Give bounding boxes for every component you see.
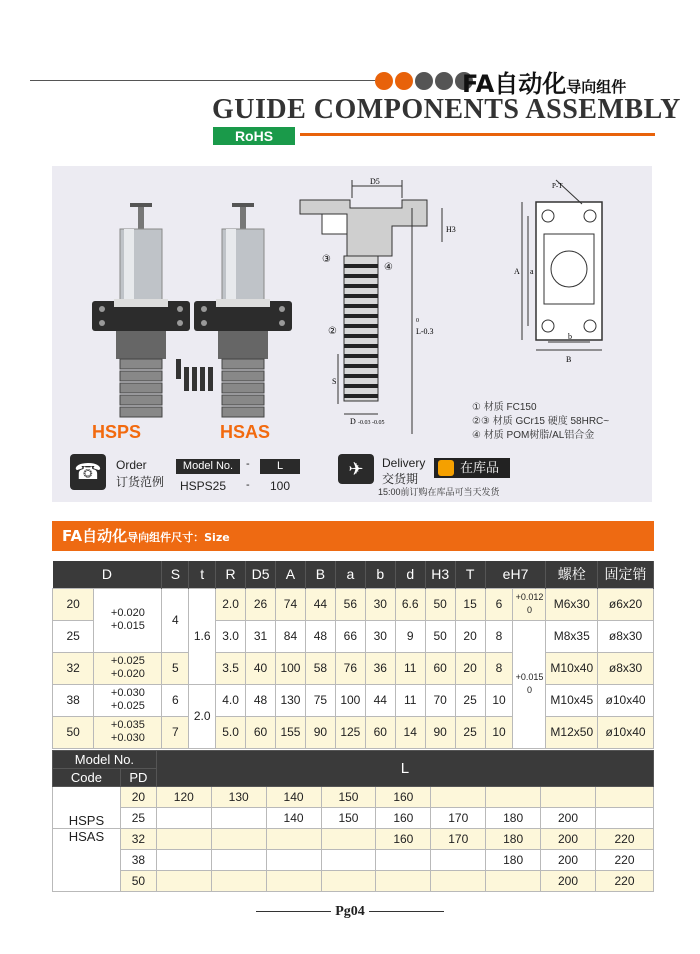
rohs-badge: RoHS — [213, 127, 295, 145]
cell — [266, 850, 321, 871]
cell: 75 — [305, 684, 335, 716]
cell: 3.0 — [216, 620, 246, 652]
page-title: GUIDE COMPONENTS ASSEMBLY — [212, 94, 681, 125]
cell: 20 — [455, 620, 485, 652]
header-cn-title-small: 导向组件 — [566, 78, 627, 96]
order-dash-2: - — [246, 479, 250, 491]
dim-b-big: B — [566, 355, 572, 364]
order-model-header: Model No. — [176, 459, 240, 474]
cell: 4.0 — [216, 684, 246, 716]
cell: 50 — [53, 716, 94, 748]
dim-h3: H3 — [446, 225, 456, 234]
cell: 150 — [321, 808, 376, 829]
cell: 56 — [335, 588, 365, 620]
cell — [156, 850, 211, 871]
header-dot — [375, 72, 393, 90]
table-row — [53, 652, 654, 684]
header-rule-left — [30, 80, 375, 81]
cell — [541, 787, 596, 808]
cell — [486, 871, 541, 892]
cell: +0.015 0 — [513, 620, 546, 748]
cell — [211, 850, 266, 871]
col-header: 螺栓 — [546, 561, 598, 588]
cell — [156, 808, 211, 829]
cell — [321, 829, 376, 850]
cell — [431, 787, 486, 808]
cell: ø8x30 — [598, 652, 654, 684]
table-row — [53, 684, 654, 716]
order-label-cn: 订货范例 — [116, 475, 165, 489]
header-dot — [435, 72, 453, 90]
cell: 9 — [395, 620, 425, 652]
cell — [156, 829, 211, 850]
cell — [486, 787, 541, 808]
cell — [431, 850, 486, 871]
cell: M10x40 — [546, 652, 598, 684]
cell: 11 — [395, 652, 425, 684]
order-dash: - — [246, 458, 250, 470]
cell — [376, 850, 431, 871]
cell: +0.020 +0.015 — [94, 588, 162, 652]
cell: 220 — [595, 829, 653, 850]
callout-2: ② — [328, 326, 337, 337]
material-line-3: ④ 材质 POM树脂/AL铝合金 — [472, 430, 595, 441]
col-header: d — [395, 561, 425, 588]
page-rule — [369, 911, 444, 912]
section-title-small: 导向组件尺寸：Size — [127, 531, 230, 544]
product-label-hsas: HSAS — [220, 422, 271, 442]
cell: 200 — [541, 829, 596, 850]
cell — [156, 871, 211, 892]
cell: 200 — [541, 850, 596, 871]
dim-l: L-0.3 — [416, 327, 434, 336]
header-dots — [375, 72, 473, 90]
stock-icon — [438, 460, 454, 476]
cell: 100 — [276, 652, 306, 684]
cell: 84 — [276, 620, 306, 652]
col-header: a — [335, 561, 365, 588]
dim-a-big: A — [514, 267, 520, 276]
cell: 220 — [595, 871, 653, 892]
cell: ø10x40 — [598, 716, 654, 748]
product-panel — [52, 166, 652, 502]
table-row — [53, 850, 654, 871]
length-table — [52, 750, 654, 892]
airplane-icon: ✈ — [338, 454, 374, 484]
col-header: H3 — [425, 561, 455, 588]
code-hsas: HSAS — [53, 829, 121, 892]
cell: 90 — [425, 716, 455, 748]
phone-icon: ☎ — [70, 454, 106, 490]
cell: 10 — [485, 716, 513, 748]
col-header: T — [455, 561, 485, 588]
header-code: Code — [53, 769, 121, 787]
cell: 60 — [246, 716, 276, 748]
cell: 100 — [335, 684, 365, 716]
cell: +0.025 +0.020 — [94, 652, 162, 684]
cell: ø10x40 — [598, 684, 654, 716]
cell: 2.0 — [189, 684, 216, 748]
dim-s: S — [332, 377, 337, 386]
cell: 160 — [376, 829, 431, 850]
cell: 3.5 — [216, 652, 246, 684]
dim-d: D — [350, 417, 356, 426]
cell: 200 — [541, 808, 596, 829]
cell: 48 — [305, 620, 335, 652]
order-model-value: HSPS25 — [180, 479, 227, 493]
stock-label: 在库品 — [460, 460, 500, 475]
table-row — [53, 829, 654, 850]
stock-badge — [434, 458, 510, 478]
header-l: L — [156, 751, 653, 787]
delivery-label-en: Delivery — [382, 456, 426, 470]
dim-a-small: a — [530, 267, 534, 276]
cell — [595, 787, 653, 808]
header-dot — [415, 72, 433, 90]
cell — [211, 808, 266, 829]
header-pd: PD — [120, 769, 156, 787]
cell: 90 — [305, 716, 335, 748]
cell: 20 — [120, 787, 156, 808]
cell: 38 — [53, 684, 94, 716]
section-title-big: FA自动化 — [62, 527, 128, 545]
cell: M8x35 — [546, 620, 598, 652]
cell: 20 — [455, 652, 485, 684]
col-header: t — [189, 561, 216, 588]
cell: 60 — [425, 652, 455, 684]
col-header: D — [53, 561, 162, 588]
col-header: A — [276, 561, 306, 588]
header-model-no: Model No. — [53, 751, 157, 769]
cell: 14 — [395, 716, 425, 748]
product-photo-illustration — [72, 191, 322, 451]
table-row — [53, 808, 654, 829]
cell: 25 — [455, 716, 485, 748]
cell: 5.0 — [216, 716, 246, 748]
col-header: D5 — [246, 561, 276, 588]
cell: 70 — [425, 684, 455, 716]
cell: 6.6 — [395, 588, 425, 620]
cell — [431, 871, 486, 892]
cell: 220 — [595, 850, 653, 871]
cell: 15 — [455, 588, 485, 620]
dim-pt: P-T — [552, 182, 563, 190]
order-label-en: Order — [116, 458, 147, 472]
product-label-hsps: HSPS — [92, 422, 142, 442]
table-row — [53, 716, 654, 748]
cell: 140 — [266, 787, 321, 808]
cell: 31 — [246, 620, 276, 652]
cell: 32 — [53, 652, 94, 684]
dim-l-sup: 0 — [416, 318, 419, 324]
cell: 58 — [305, 652, 335, 684]
cell: 130 — [211, 787, 266, 808]
cell: +0.030 +0.025 — [94, 684, 162, 716]
cell: 125 — [335, 716, 365, 748]
cell: 2.0 — [216, 588, 246, 620]
cell — [321, 871, 376, 892]
cell — [595, 808, 653, 829]
size-table-header — [53, 561, 654, 588]
cell: 30 — [365, 588, 395, 620]
callout-4: ④ — [384, 262, 393, 273]
cell — [211, 829, 266, 850]
page-number: Pg04 — [335, 904, 365, 919]
cell: 160 — [376, 808, 431, 829]
cell: 20 — [53, 588, 94, 620]
cell — [376, 871, 431, 892]
dim-b-small: b — [568, 332, 572, 341]
cell: 26 — [246, 588, 276, 620]
cell: 30 — [365, 620, 395, 652]
table-row — [53, 588, 654, 620]
col-header: R — [216, 561, 246, 588]
header-dot — [395, 72, 413, 90]
col-header: B — [305, 561, 335, 588]
cell: +0.035 +0.030 — [94, 716, 162, 748]
col-header: b — [365, 561, 395, 588]
cell: +0.012 0 — [513, 588, 546, 620]
cell: 66 — [335, 620, 365, 652]
cell: 48 — [246, 684, 276, 716]
cell: 25 — [53, 620, 94, 652]
section-drawing — [292, 174, 462, 434]
cell: 8 — [485, 652, 513, 684]
code-hsps: HSPS — [53, 787, 121, 829]
cell: 1.6 — [189, 588, 216, 684]
cell: ø6x20 — [598, 588, 654, 620]
cell: M10x45 — [546, 684, 598, 716]
cell: 10 — [485, 684, 513, 716]
top-view-drawing — [492, 174, 632, 374]
cell: 130 — [276, 684, 306, 716]
cell: 44 — [365, 684, 395, 716]
cell: 200 — [541, 871, 596, 892]
cell: 50 — [425, 620, 455, 652]
cell: M6x30 — [546, 588, 598, 620]
header-cn-title-big: FA自动化 — [462, 70, 567, 98]
section-title — [52, 521, 654, 551]
cell: 74 — [276, 588, 306, 620]
cell: 44 — [305, 588, 335, 620]
table-row — [53, 871, 654, 892]
cell: 25 — [120, 808, 156, 829]
order-l-header: L — [260, 459, 300, 474]
cell: 38 — [120, 850, 156, 871]
length-header-row-1 — [53, 751, 654, 769]
cell: 25 — [455, 684, 485, 716]
cell: 60 — [365, 716, 395, 748]
cell: 32 — [120, 829, 156, 850]
col-header: 固定销 — [598, 561, 654, 588]
cell: 76 — [335, 652, 365, 684]
cell: 4 — [162, 588, 189, 652]
cell: 5 — [162, 652, 189, 684]
page-rule — [256, 911, 331, 912]
cell: 140 — [266, 808, 321, 829]
cell: 8 — [485, 620, 513, 652]
dim-d5: D5 — [370, 177, 380, 186]
order-l-value: 100 — [270, 479, 291, 493]
cell — [321, 850, 376, 871]
cell: 36 — [365, 652, 395, 684]
cell: M12x50 — [546, 716, 598, 748]
delivery-note: 15:00前订购在库品可当天发货 — [378, 487, 500, 497]
cell — [266, 829, 321, 850]
cell: ø8x30 — [598, 620, 654, 652]
callout-3: ③ — [322, 254, 331, 265]
cell: 180 — [486, 850, 541, 871]
cell: 50 — [425, 588, 455, 620]
header-rule-orange — [300, 133, 655, 136]
col-header: eH7 — [485, 561, 546, 588]
cell: 160 — [376, 787, 431, 808]
cell: 6 — [162, 684, 189, 716]
cell — [266, 871, 321, 892]
col-header: S — [162, 561, 189, 588]
delivery-label-cn: 交货期 — [382, 472, 419, 486]
page-number-block — [0, 904, 700, 920]
material-line-1: ① 材质 FC150 — [472, 402, 537, 413]
cell: 50 — [120, 871, 156, 892]
cell: 170 — [431, 808, 486, 829]
cell: 180 — [486, 829, 541, 850]
cell: 7 — [162, 716, 189, 748]
cell: 11 — [395, 684, 425, 716]
cell: 180 — [486, 808, 541, 829]
size-table — [52, 561, 654, 749]
cell: 6 — [485, 588, 513, 620]
table-row — [53, 787, 654, 808]
dim-d-tol: -0.03 -0.05 — [358, 420, 385, 426]
material-line-2: ②③ 材质 GCr15 硬度 58HRC~ — [472, 416, 610, 427]
cell: 150 — [321, 787, 376, 808]
cell: 155 — [276, 716, 306, 748]
cell: 170 — [431, 829, 486, 850]
cell: 120 — [156, 787, 211, 808]
cell: 40 — [246, 652, 276, 684]
cell — [211, 871, 266, 892]
